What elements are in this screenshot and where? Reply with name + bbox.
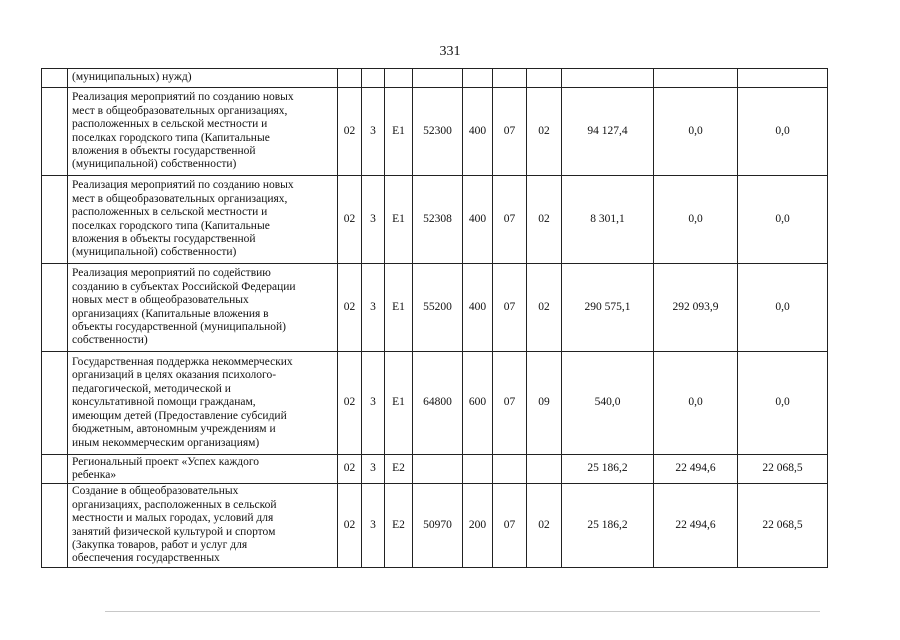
row-name-line: расположенных в сельской местности и (72, 118, 268, 131)
row-name-line: бюджетным, автономным учреждениям и (72, 423, 276, 436)
row-name-line: (муниципальной) собственности) (72, 246, 237, 259)
amount-year-3-cell: 0,0 (738, 88, 828, 176)
amount-year-3-cell (738, 69, 828, 88)
row-lead-cell (42, 352, 68, 455)
subchapter-code-cell: 02 (527, 88, 562, 176)
row-name-line: вложения в объекты государственной (72, 232, 256, 245)
amount-year-2-cell: 22 494,6 (654, 484, 738, 568)
amount-year-2-cell: 0,0 (654, 352, 738, 455)
chapter-code-cell (493, 69, 527, 88)
expense-type-code-cell: 400 (463, 176, 493, 264)
row-name-line: Государственная поддержка некоммерческих (72, 356, 293, 369)
amount-year-3-cell: 0,0 (738, 264, 828, 352)
expense-type-code-cell: 400 (463, 264, 493, 352)
row-lead-cell (42, 264, 68, 352)
chapter-code-cell: 07 (493, 352, 527, 455)
amount-year-2-cell (654, 69, 738, 88)
chapter-code-cell: 07 (493, 264, 527, 352)
amount-year-1-cell: 94 127,4 (562, 88, 654, 176)
chapter-code-cell: 07 (493, 484, 527, 568)
chapter-code-cell: 07 (493, 88, 527, 176)
row-name-line: имеющим детей (Предоставление субсидий (72, 409, 287, 422)
section-code-cell: 02 (338, 88, 362, 176)
amount-year-1-cell: 540,0 (562, 352, 654, 455)
expense-type-code-cell (463, 69, 493, 88)
expense-type-code-cell (463, 455, 493, 484)
section-code-cell (338, 69, 362, 88)
table-row (42, 176, 828, 264)
subchapter-code-cell: 02 (527, 484, 562, 568)
target-article-code-cell: 50970 (413, 484, 463, 568)
row-name-line: организациях (Капитальные вложения в (72, 307, 269, 320)
row-name-cell (68, 455, 338, 484)
subchapter-code-cell (527, 455, 562, 484)
row-name-line: педагогической, методической и (72, 382, 231, 395)
amount-year-1-cell: 25 186,2 (562, 484, 654, 568)
row-lead-cell (42, 69, 68, 88)
row-lead-cell (42, 88, 68, 176)
row-name-cell (68, 352, 338, 455)
subsection-code-cell: 3 (362, 88, 385, 176)
row-name-line: поселках городского типа (Капитальные (72, 219, 270, 232)
row-name-line: Создание в общеобразовательных (72, 485, 239, 498)
row-name-cell (68, 69, 338, 88)
budget-table (41, 68, 828, 568)
target-article-code-cell: 52300 (413, 88, 463, 176)
row-name-line: обеспечения государственных (72, 552, 220, 565)
project-code-cell: E1 (385, 88, 413, 176)
row-lead-cell (42, 176, 68, 264)
table-row (42, 69, 828, 88)
expense-type-code-cell: 600 (463, 352, 493, 455)
row-name-cell (68, 88, 338, 176)
amount-year-2-cell: 0,0 (654, 88, 738, 176)
amount-year-3-cell: 22 068,5 (738, 455, 828, 484)
subsection-code-cell: 3 (362, 455, 385, 484)
amount-year-3-cell: 0,0 (738, 176, 828, 264)
row-name-line: Реализация мероприятий по созданию новых (72, 179, 294, 192)
amount-year-1-cell: 290 575,1 (562, 264, 654, 352)
chapter-code-cell: 07 (493, 176, 527, 264)
amount-year-1-cell (562, 69, 654, 88)
row-name-cell (68, 176, 338, 264)
table-row (42, 484, 828, 568)
subchapter-code-cell: 02 (527, 264, 562, 352)
amount-year-3-cell: 0,0 (738, 352, 828, 455)
amount-year-3-cell: 22 068,5 (738, 484, 828, 568)
row-name-cell (68, 484, 338, 568)
page-number: 331 (439, 44, 461, 59)
subsection-code-cell: 3 (362, 264, 385, 352)
row-name-line: Реализация мероприятий по содействию (72, 267, 271, 280)
target-article-code-cell: 55200 (413, 264, 463, 352)
row-name-line: иным некоммерческим организациям) (72, 436, 260, 449)
amount-year-2-cell: 22 494,6 (654, 455, 738, 484)
project-code-cell: E2 (385, 455, 413, 484)
table-row (42, 88, 828, 176)
subsection-code-cell: 3 (362, 352, 385, 455)
target-article-code-cell: 64800 (413, 352, 463, 455)
project-code-cell: E2 (385, 484, 413, 568)
amount-year-1-cell: 25 186,2 (562, 455, 654, 484)
amount-year-2-cell: 292 093,9 (654, 264, 738, 352)
section-code-cell: 02 (338, 455, 362, 484)
target-article-code-cell (413, 69, 463, 88)
row-name-line: созданию в субъектах Российской Федерации (72, 280, 296, 293)
row-name-line: Реализация мероприятий по созданию новых (72, 91, 294, 104)
project-code-cell: E1 (385, 352, 413, 455)
project-code-cell: E1 (385, 176, 413, 264)
row-name-line: ребенка» (72, 469, 117, 481)
target-article-code-cell (413, 455, 463, 484)
section-code-cell: 02 (338, 176, 362, 264)
row-name-line: собственности) (72, 334, 148, 347)
section-code-cell: 02 (338, 352, 362, 455)
row-name-line: мест в общеобразовательных организациях, (72, 104, 288, 117)
row-name-line: (Закупка товаров, работ и услуг для (72, 538, 248, 551)
row-lead-cell (42, 455, 68, 484)
table-row (42, 264, 828, 352)
row-name-line: организациях, расположенных в сельской (72, 498, 277, 511)
table-row (42, 352, 828, 455)
row-name-line: поселках городского типа (Капитальные (72, 131, 270, 144)
row-name-line: Региональный проект «Успех каждого (72, 455, 260, 468)
row-name-line: расположенных в сельской местности и (72, 206, 268, 219)
row-name-cell (68, 264, 338, 352)
row-name-line: занятий физической культурой и спортом (72, 525, 276, 538)
row-name-line: вложения в объекты государственной (72, 144, 256, 157)
row-name-line: новых мест в общеобразовательных (72, 294, 249, 307)
row-name-line: мест в общеобразовательных организациях, (72, 192, 288, 205)
row-name-line: организаций в целях оказания психолого- (72, 369, 277, 382)
amount-year-1-cell: 8 301,1 (562, 176, 654, 264)
section-code-cell: 02 (338, 264, 362, 352)
project-code-cell (385, 69, 413, 88)
subchapter-code-cell: 09 (527, 352, 562, 455)
row-name-line: (муниципальной) собственности) (72, 158, 237, 171)
expense-type-code-cell: 200 (463, 484, 493, 568)
table-row (42, 455, 828, 484)
project-code-cell: E1 (385, 264, 413, 352)
subchapter-code-cell (527, 69, 562, 88)
row-name-line: местности и малых городах, условий для (72, 512, 274, 525)
amount-year-2-cell: 0,0 (654, 176, 738, 264)
expense-type-code-cell: 400 (463, 88, 493, 176)
subchapter-code-cell: 02 (527, 176, 562, 264)
target-article-code-cell: 52308 (413, 176, 463, 264)
row-lead-cell (42, 484, 68, 568)
row-name-line: (муниципальных) нужд) (72, 71, 192, 84)
bottom-rule (105, 611, 820, 612)
subsection-code-cell: 3 (362, 484, 385, 568)
row-name-line: объекты государственной (муниципальной) (72, 320, 286, 333)
chapter-code-cell (493, 455, 527, 484)
section-code-cell: 02 (338, 484, 362, 568)
row-name-line: консультативной помощи гражданам, (72, 396, 256, 409)
subsection-code-cell (362, 69, 385, 88)
subsection-code-cell: 3 (362, 176, 385, 264)
